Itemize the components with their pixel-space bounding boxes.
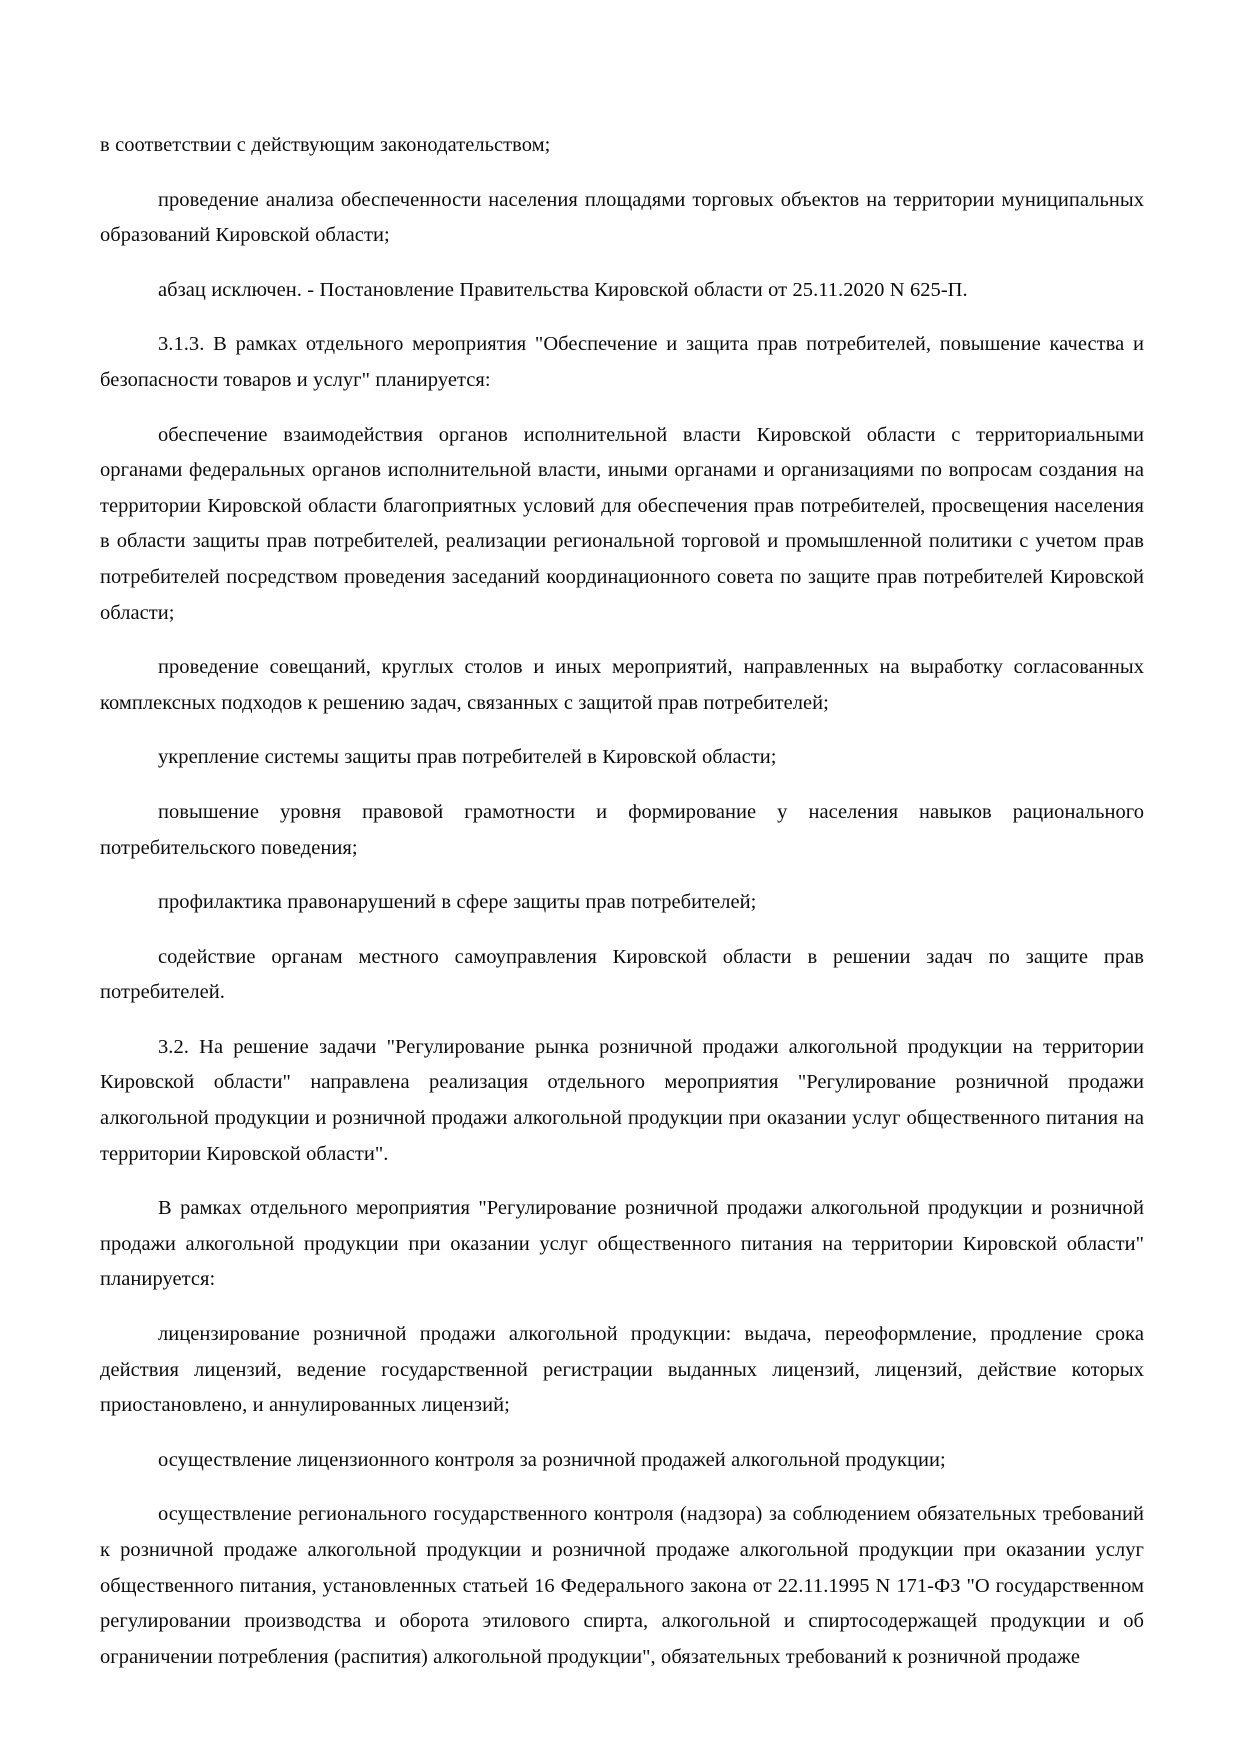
paragraph-5: обеспечение взаимодействия органов исполнительной власти Кировской области с территориальными органами федеральных органов исполнительной власти, иными органами и организациями по вопросам создания на территории Кировской области благоприятных условий для обеспечения прав потребителей, просвещения населения в области защиты прав потребителей, реализации региональной торговой и промышленной политики с учетом прав потребителей посредством проведения заседаний координационного совета по защите прав потребителей Кировской области; bbox=[100, 423, 1144, 624]
paragraph-12: В рамках отдельного мероприятия "Регулирование розничной продажи алкогольной продукции и розничной продажи алкогольной продукции при оказании услуг общественного питания на территории Кировской области" планируется: bbox=[100, 1197, 1144, 1291]
paragraph-10: содействие органам местного самоуправления Кировской области в решении задач по защите прав потребителей. bbox=[100, 945, 1144, 1004]
paragraph-7: укрепление системы защиты прав потребителей в Кировской области; bbox=[158, 746, 777, 769]
paragraph-2: проведение анализа обеспеченности населения площадями торговых объектов на территории муниципальных образований Кировской области; bbox=[100, 188, 1144, 247]
paragraph-3-amendment-note: абзац исключен. - Постановление Правительства Кировской области от 25.11.2020 N 625-П. bbox=[158, 278, 968, 301]
paragraph-11-clause-3-2: 3.2. На решение задачи "Регулирование рынка розничной продажи алкогольной продукции на территории Кировской области" направлена реализация отдельного мероприятия "Регулирование розничной продажи алкогольной продукции и розничной продажи алкогольной продукции при оказании услуг общественного питания на территории Кировской области". bbox=[100, 1035, 1144, 1165]
paragraph-14: осуществление лицензионного контроля за розничной продажей алкогольной продукции; bbox=[158, 1448, 946, 1471]
paragraph-1: в соответствии с действующим законодательством; bbox=[100, 134, 551, 156]
paragraph-4-clause-3-1-3: 3.1.3. В рамках отдельного мероприятия "Обеспечение и защита прав потребителей, повышение качества и безопасности товаров и услуг" планируется: bbox=[100, 333, 1144, 391]
document-text-body bbox=[100, 128, 1144, 1675]
paragraph-13: лицензирование розничной продажи алкогольной продукции: выдача, переоформление, продление срока действия лицензий, ведение государственной регистрации выданных лицензий, лицензий, действие которых приостановлено, и аннулированных лицензий; bbox=[100, 1323, 1144, 1417]
paragraph-15: осуществление регионального государственного контроля (надзора) за соблюдением обязательных требований к розничной продаже алкогольной продукции и розничной продаже алкогольной продукции при оказании услуг общественного питания, установленных статьей 16 Федерального закона от 22.11.1995 N 171-ФЗ "О государственном регулировании производства и оборота этилового спирта, алкогольной и спиртосодержащей продукции и об ограничении потребления (распития) алкогольной продукции", обязательных требований к розничной продаже bbox=[100, 1503, 1144, 1668]
paragraph-8: повышение уровня правовой грамотности и формирование у населения навыков рационального потребительского поведения; bbox=[100, 800, 1144, 859]
paragraph-9: профилактика правонарушений в сфере защиты прав потребителей; bbox=[158, 891, 757, 914]
paragraph-6: проведение совещаний, круглых столов и иных мероприятий, направленных на выработку согласованных комплексных подходов к решению задач, связанных с защитой прав потребителей; bbox=[100, 656, 1144, 714]
